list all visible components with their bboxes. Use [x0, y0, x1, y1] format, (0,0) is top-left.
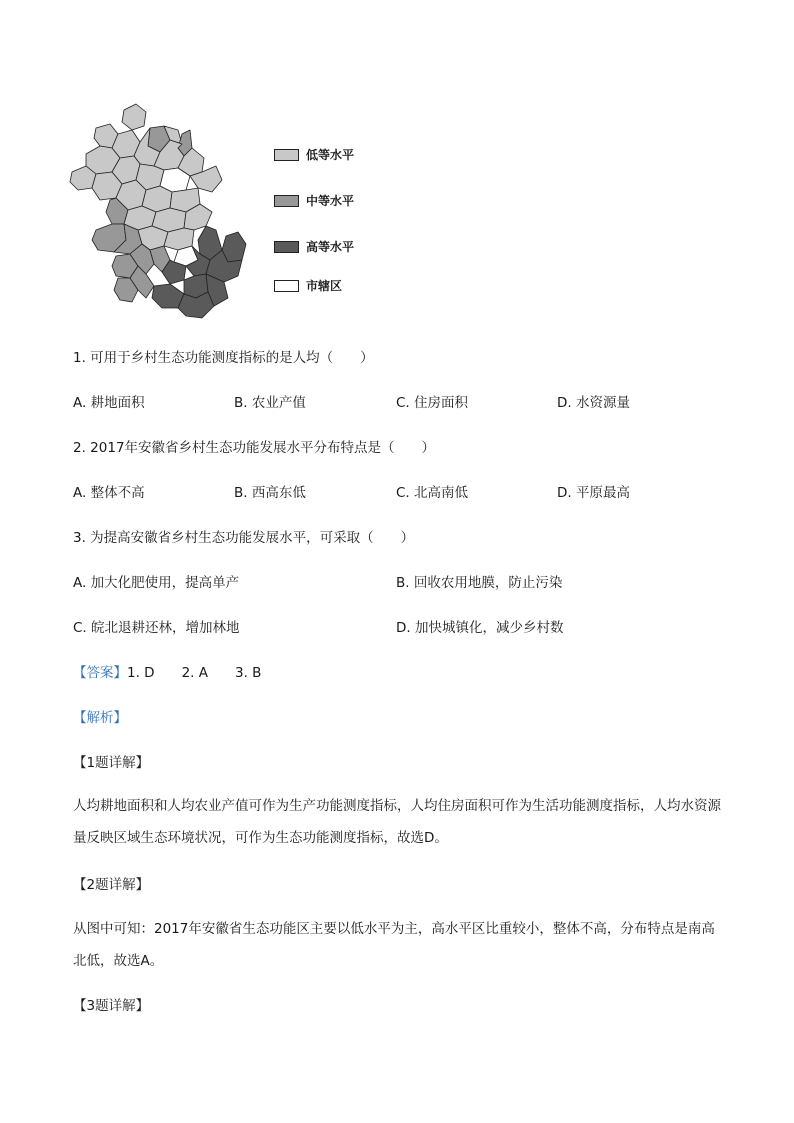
question-3-stem: 3. 为提高安徽省乡村生态功能发展水平，可采取（ ） [73, 530, 415, 546]
answer-text: 1. D 2. A 3. B [127, 665, 262, 681]
legend-label: 中等水平 [306, 194, 355, 208]
legend-swatch [274, 241, 299, 253]
question-2-stem: 2. 2017年安徽省乡村生态功能发展水平分布特点是（ ） [73, 440, 436, 456]
legend-swatch [274, 149, 299, 161]
legend-item-urban [274, 277, 342, 294]
question-2-option-b: B. 西高东低 [234, 485, 306, 501]
question-1-option-b: B. 农业产值 [234, 395, 306, 411]
legend-label: 低等水平 [306, 148, 355, 162]
legend-label: 高等水平 [306, 240, 355, 254]
question-3-option-a: A. 加大化肥使用，提高单产 [73, 575, 240, 591]
detail-2-text: 从图中可知：2017年安徽省生态功能区主要以低水平为主，高水平区比重较小，整体不高，分布特点是南高北低，故选A。 [73, 921, 715, 969]
detail-1-text: 人均耕地面积和人均农业产值可作为生产功能测度指标，人均住房面积可作为生活功能测度指标，人均水资源量反映区域生态环境状况，可作为生态功能测度指标，故选D。 [73, 798, 721, 846]
question-2-option-d: D. 平原最高 [557, 485, 630, 501]
legend-label: 市辖区 [306, 279, 343, 293]
detail-1-tag: 【1题详解】 [73, 755, 150, 771]
legend-swatch [274, 195, 299, 207]
question-2-option-c: C. 北高南低 [396, 485, 469, 501]
question-1-option-a: A. 耕地面积 [73, 395, 145, 411]
legend-item-medium [274, 192, 354, 209]
legend-item-high [274, 238, 354, 255]
analysis-tag: 【解析】 [73, 710, 127, 726]
question-3-option-d: D. 加快城镇化，减少乡村数 [396, 620, 564, 636]
map-region [122, 104, 146, 130]
answer-line [73, 664, 261, 682]
answer-tag: 【答案】 [73, 665, 127, 681]
legend-item-low [274, 146, 354, 163]
question-3-option-c: C. 皖北退耕还林，增加林地 [73, 620, 240, 636]
detail-3-tag: 【3题详解】 [73, 998, 150, 1014]
detail-2-tag: 【2题详解】 [73, 877, 150, 893]
legend-swatch [274, 280, 299, 292]
question-1-option-d: D. 水资源量 [557, 395, 630, 411]
question-2-option-a: A. 整体不高 [73, 485, 145, 501]
question-3-option-b: B. 回收农用地膜，防止污染 [396, 575, 563, 591]
anhui-county-map [66, 100, 256, 322]
question-1-option-c: C. 住房面积 [396, 395, 469, 411]
question-1-stem: 1. 可用于乡村生态功能测度指标的是人均（ ） [73, 350, 374, 366]
